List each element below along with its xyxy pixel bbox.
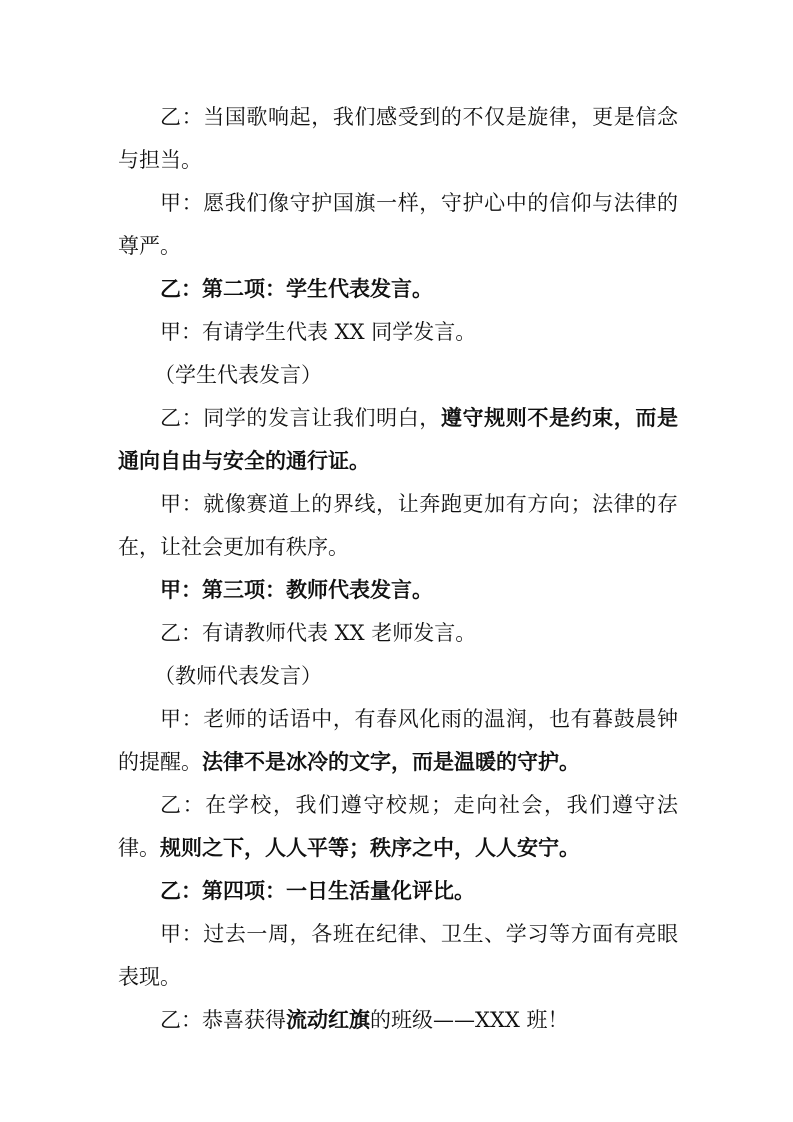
paragraph-text: 乙：恭喜获得 <box>160 1008 286 1032</box>
paragraph-text: （学生代表发言） <box>154 363 322 387</box>
paragraph-text-bold: 乙：第四项：一日生活量化评比。 <box>160 879 475 903</box>
paragraph-text-bold: 规则之下，人人平等；秩序之中，人人安宁。 <box>160 836 580 860</box>
paragraph-text-bold: 甲：第三项：教师代表发言。 <box>160 578 433 602</box>
paragraph <box>118 182 678 268</box>
paragraph-text-bold: 法律不是冰冷的文字，而是温暖的守护。 <box>202 750 580 774</box>
paragraph <box>118 913 678 999</box>
section-heading <box>118 870 678 913</box>
paragraph-text: 甲：有请学生代表 XX 同学发言。 <box>160 320 477 344</box>
paragraph-text-bold: 乙：第二项：学生代表发言。 <box>160 277 433 301</box>
document-body <box>118 96 678 1042</box>
paragraph-text: 乙：当国歌响起，我们感受到的不仅是旋律，更是信念与担当。 <box>118 105 678 172</box>
paragraph-text: 甲：就像赛道上的界线，让奔跑更加有方向；法律的存在，让社会更加有秩序。 <box>118 492 678 559</box>
paragraph-text: 甲：过去一周，各班在纪律、卫生、学习等方面有亮眼表现。 <box>118 922 678 989</box>
paragraph <box>118 96 678 182</box>
paragraph-text-bold: 流动红旗 <box>286 1008 370 1032</box>
section-heading <box>118 268 678 311</box>
paragraph-text: 乙：在学校，我们遵守校规；走向社会，我们遵守法律。 <box>118 793 678 860</box>
paragraph <box>118 698 678 784</box>
paragraph <box>118 483 678 569</box>
paragraph-text: 乙：同学的发言让我们明白， <box>160 406 441 430</box>
paragraph-text-bold: 遵守规则不是约束，而是通向自由与安全的通行证。 <box>118 406 679 473</box>
paragraph <box>118 784 678 870</box>
paragraph-text: 乙：有请教师代表 XX 老师发言。 <box>160 621 477 645</box>
paragraph <box>118 999 678 1042</box>
paragraph <box>118 612 678 655</box>
section-heading <box>118 569 678 612</box>
paragraph-text: 的班级——XXX 班！ <box>370 1008 569 1032</box>
paragraph-text: 甲：老师的话语中，有春风化雨的温润，也有暮鼓晨钟的提醒。 <box>118 707 678 774</box>
paragraph <box>118 397 678 483</box>
stage-direction <box>118 655 678 698</box>
paragraph-text: 甲：愿我们像守护国旗一样，守护心中的信仰与法律的尊严。 <box>118 191 678 258</box>
stage-direction <box>118 354 678 397</box>
paragraph <box>118 311 678 354</box>
paragraph-text: （教师代表发言） <box>154 664 322 688</box>
